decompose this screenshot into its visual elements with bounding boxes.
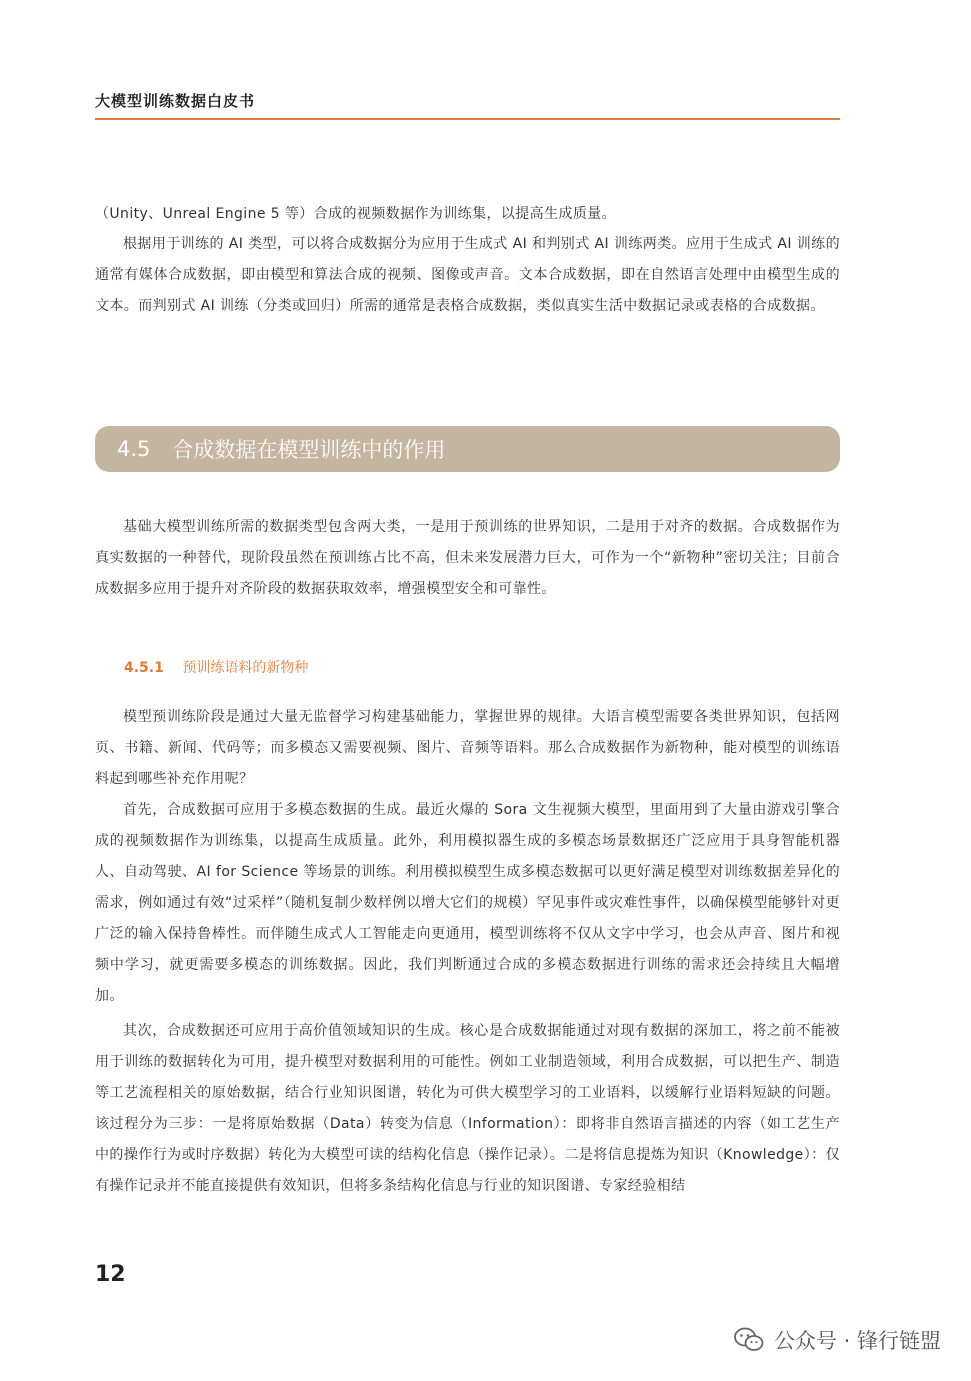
body-paragraph-1: 模型预训练阶段是通过大量无监督学习构建基础能力，掌握世界的规律。大语言模型需要各类世界知识，包括网页、书籍、新闻、代码等；而多模态又需要视频、图片、音频等语料。那么合成数据作为新物种，能对模型的训练语料起到哪些补充作用呢？: [95, 709, 840, 787]
section-banner: [95, 426, 840, 472]
intro-paragraph-2: 根据用于训练的 AI 类型，可以将合成数据分为应用于生成式 AI 和判别式 AI 训练两类。应用于生成式 AI 训练的通常有媒体合成数据，即由模型和算法合成的视频、图像或声音。文本合成数据，即在自然语言处理中由模型生成的文本。而判别式 AI 训练（分类或回归）所需的通常是表格合成数据，类似真实生活中数据记录或表格的合成数据。: [95, 236, 840, 314]
intro-paragraph-1: （Unity、Unreal Engine 5 等）合成的视频数据作为训练集，以提高生成质量。: [95, 206, 617, 222]
watermark: [734, 1325, 941, 1355]
header-rule: [95, 118, 840, 120]
subsection-title: 预训练语料的新物种: [182, 660, 309, 676]
watermark-text: 公众号 · 锋行链盟: [773, 1329, 941, 1353]
header-title: 大模型训练数据白皮书: [95, 92, 256, 110]
subsection-number: 4.5.1: [124, 660, 164, 676]
wechat-icon: [734, 1327, 764, 1353]
page-number: 12: [95, 1262, 126, 1287]
body-paragraph-2: 首先，合成数据可应用于多模态数据的生成。最近火爆的 Sora 文生视频大模型，里面用到了大量由游戏引擎合成的视频数据作为训练集，以提高生成质量。此外，利用模拟器生成的多模态场景数据还广泛应用于具身智能机器人、自动驾驶、AI for Science 等场景的训练。利用模拟模型生成多模态数据可以更好满足模型对训练数据差异化的需求，例如通过有效“过采样”（随机复制少数样例以增大它们的规模）罕见事件或灾难性事件，以确保模型能够针对更广泛的输入保持鲁棒性。而伴随生成式人工智能走向更通用，模型训练将不仅从文字中学习，也会从声音、图片和视频中学习，就更需要多模态的训练数据。因此，我们判断通过合成的多模态数据进行训练的需求还会持续且大幅增加。: [95, 802, 841, 1004]
subsection-heading: [124, 657, 308, 677]
section-number: 4.5: [117, 437, 151, 461]
section-title: 合成数据在模型训练中的作用: [172, 438, 446, 462]
section-paragraph: 基础大模型训练所需的数据类型包含两大类，一是用于预训练的世界知识，二是用于对齐的数据。合成数据作为真实数据的一种替代，现阶段虽然在预训练占比不高，但未来发展潜力巨大，可作为一个“新物种”密切关注；目前合成数据多应用于提升对齐阶段的数据获取效率，增强模型安全和可靠性。: [95, 519, 840, 597]
body-paragraph-3: 其次，合成数据还可应用于高价值领域知识的生成。核心是合成数据能通过对现有数据的深加工，将之前不能被用于训练的数据转化为可用，提升模型对数据利用的可能性。例如工业制造领域，利用合成数据，可以把生产、制造等工艺流程相关的原始数据，结合行业知识图谱，转化为可供大模型学习的工业语料，以缓解行业语料短缺的问题。该过程分为三步：一是将原始数据（Data）转变为信息（Information）：即将非自然语言描述的内容（如工艺生产中的操作行为或时序数据）转化为大模型可读的结构化信息（操作记录）。二是将信息提炼为知识（Knowledge）：仅有操作记录并不能直接提供有效知识，但将多条结构化信息与行业的知识图谱、专家经验相结: [95, 1023, 840, 1194]
